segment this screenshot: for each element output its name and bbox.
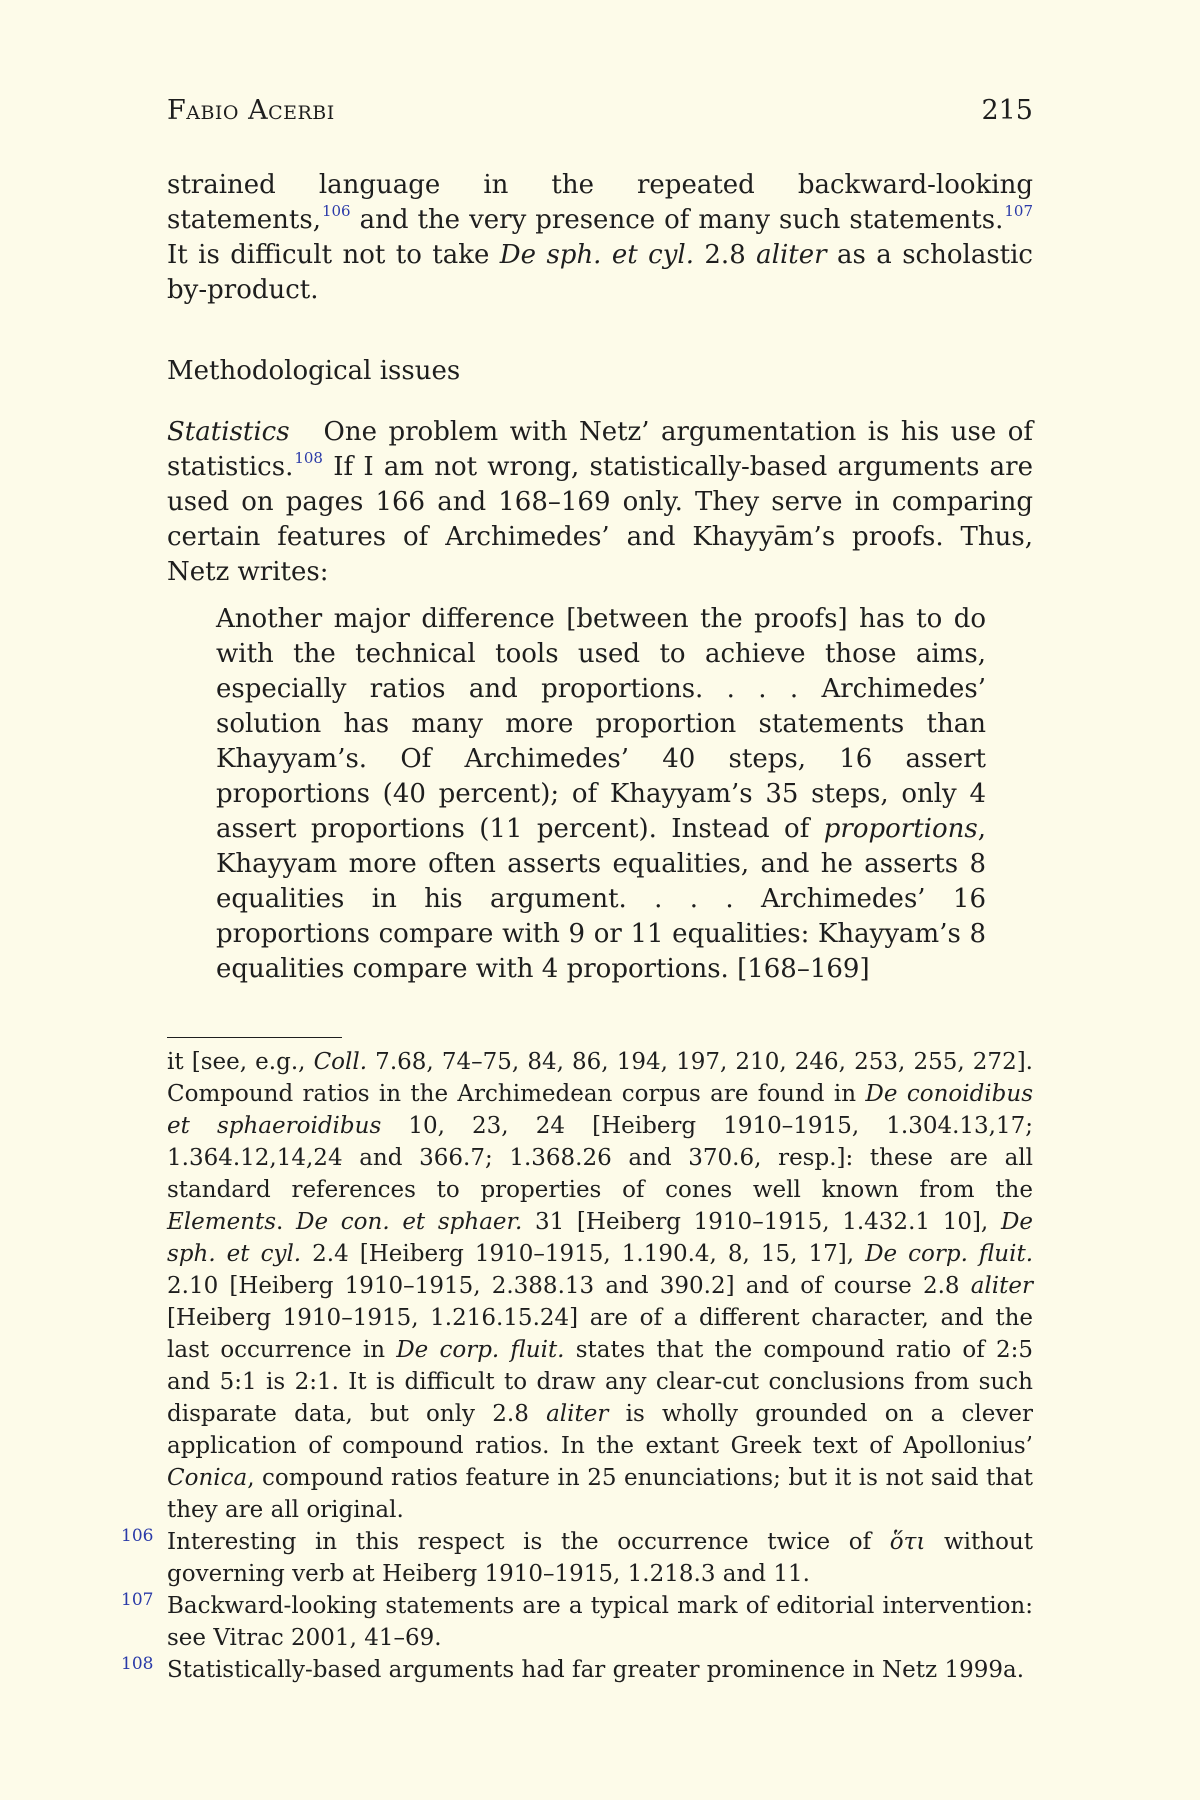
- footnote-text: Statistically-based arguments had far greater prominence in Netz 1999a.: [167, 1657, 1025, 1683]
- footnote-106: [121, 1526, 1034, 1590]
- text-run: 10, 23, 24 [Heiberg 1910–1915, 1.304.13,17; 1.364.12,14,24 and 366.7; 1.368.26 and 370.6, resp.]: these are all standard references to properties of cones well known from the: [167, 1113, 1033, 1203]
- text-run: is wholly grounded on a clever application of compound ratios. In the extant Greek text of Apollonius’: [167, 1401, 1033, 1459]
- paragraph-2: [167, 415, 1033, 590]
- footnote-continuation: [167, 1046, 1033, 1526]
- footnote-rule: [167, 1037, 342, 1038]
- paragraph-heading: Statistics: [167, 417, 290, 447]
- text-run: 2.10 [Heiberg 1910–1915, 2.388.13 and 390.2] and of course 2.8: [167, 1273, 971, 1299]
- text-run: without governing verb at Heiberg 1910–1915, 1.218.3 and 11.: [167, 1529, 1034, 1587]
- footnote-text: Backward-looking statements are a typical mark of editorial intervention: see Vitrac 2001, 41–69.: [167, 1593, 1033, 1651]
- paragraph-1: [167, 168, 1033, 308]
- running-head-author: Fabio Acerbi: [167, 95, 335, 126]
- text-run: , compound ratios feature in 25 enunciations; but it is not said that they are all original.: [167, 1465, 1033, 1523]
- text-run: Interesting in this respect is the occurrence twice of: [167, 1529, 890, 1555]
- text-run: 2.4 [Heiberg 1910–1915, 1.190.4, 8, 15, 17],: [301, 1241, 866, 1267]
- italic-title: De corp. fluit.: [396, 1337, 565, 1363]
- text-run: , Khayyam more often asserts equalities, and he asserts 8 equalities in his argument. . . . Archimedes’ 16 proportions compare with 9 or 11 equalities: Khayyam’s 8 equalities compare with 4 proportions. [168–169]: [216, 814, 986, 984]
- italic-term: aliter: [546, 1401, 609, 1427]
- footnote-108: [121, 1654, 1033, 1686]
- text-run: it [see, e.g.,: [167, 1049, 314, 1075]
- italic-title: De con. et sphaer.: [296, 1209, 523, 1235]
- greek-word: ὅτι: [889, 1529, 926, 1555]
- section-title: Methodological issues: [167, 356, 461, 386]
- italic-term: aliter: [970, 1273, 1033, 1299]
- italic-term: aliter: [756, 240, 827, 270]
- text-run: strained language in the repeated backward-looking statements,: [167, 170, 1033, 235]
- text-run: If I am not wrong, statistically-based arguments are used on pages 166 and 168–169 only. They serve in comparing certain features of Archimedes’ and Khayyām’s proofs. Thus, Netz writes:: [167, 452, 1033, 587]
- text-run: [Heiberg 1910–1915, 1.216.15.24] are of a different character, and the last occurrence in: [167, 1305, 1033, 1363]
- page-number: 215: [981, 95, 1033, 126]
- italic-title: Coll.: [313, 1049, 368, 1075]
- text-run: .: [276, 1209, 297, 1235]
- footnote-number[interactable]: 107: [121, 1590, 154, 1610]
- text-run: states that the compound ratio of 2:5 and 5:1 is 2:1. It is difficult to draw any clear-cut conclusions from such disparate data, but only 2.8: [167, 1337, 1033, 1427]
- footnote-ref-106[interactable]: 106: [321, 202, 351, 220]
- text-run: and the very presence of many such statements.: [350, 205, 1004, 235]
- text-run: 31 [Heiberg 1910–1915, 1.432.1 10],: [522, 1209, 1001, 1235]
- italic-title: De sph. et cyl.: [499, 240, 694, 270]
- text-run: It is difficult not to take: [167, 240, 500, 270]
- footnote-107: [121, 1590, 1033, 1654]
- footnote-ref-108[interactable]: 108: [294, 449, 323, 467]
- text-run: 2.8: [693, 240, 757, 270]
- text-run: as a scholastic by-product.: [167, 240, 1033, 305]
- italic-title: De corp. fluit.: [865, 1241, 1033, 1267]
- block-quote: [216, 602, 986, 987]
- italic-title: De conoidibus et sphaeroidibus: [167, 1081, 1033, 1139]
- italic-title: Elements: [167, 1209, 277, 1235]
- text-run: Another major difference [between the proofs] has to do with the technical tools used to achieve those aims, especially ratios and proportions. . . . Archimedes’ solution has many more proportion statements than Khayyam’s. Of Archimedes’ 40 steps, 16 assert proportions (40 percent); of Khayyam’s 35 steps, only 4 assert proportions (11 percent). Instead of: [216, 604, 986, 844]
- running-head: [167, 92, 1033, 130]
- text-run: 7.68, 74–75, 84, 86, 194, 197, 210, 246, 253, 255, 272]. Compound ratios in the Archimedean corpus are found in: [167, 1049, 1033, 1107]
- italic-term: proportions: [823, 814, 978, 844]
- footnote-number[interactable]: 108: [121, 1654, 154, 1674]
- italic-title: Conica: [167, 1465, 248, 1491]
- footnote-ref-107[interactable]: 107: [1004, 202, 1033, 220]
- text-run: One problem with Netz’ argumentation is his use of statistics.: [167, 417, 1033, 482]
- italic-title: De sph. et cyl.: [167, 1209, 1033, 1267]
- footnote-number[interactable]: 106: [121, 1526, 154, 1546]
- page: [121, 92, 1034, 1686]
